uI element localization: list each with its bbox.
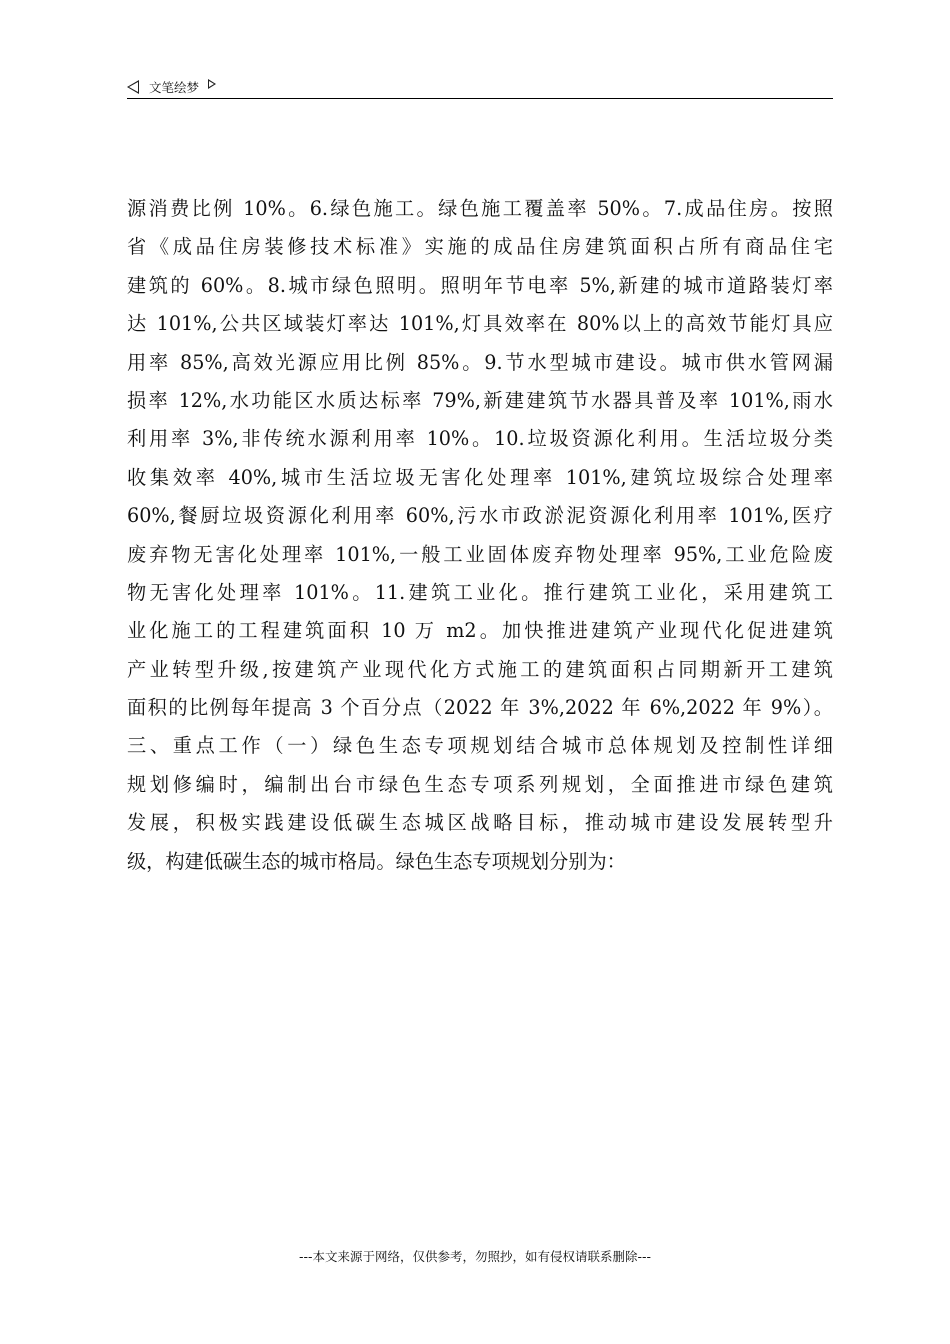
body-line: 省《成品住房装修技术标准》实施的成品住房建筑面积占所有商品住宅 <box>127 235 833 259</box>
body-line: 60%,餐厨垃圾资源化利用率 60%,污水市政淤泥资源化利用率 101%,医疗 <box>127 504 833 528</box>
body-line: 面积的比例每年提高 3 个百分点（2022 年 3%,2022 年 6%,2022 年 9%）。 <box>127 696 833 720</box>
page-footer: ---本文来源于网络，仅供参考，勿照抄，如有侵权请联系删除--- <box>298 1249 652 1264</box>
body-line: 损率 12%,水功能区水质达标率 79%,新建建筑节水器具普及率 101%,雨水 <box>127 388 833 412</box>
document-body <box>127 190 833 881</box>
body-line: 三、重点工作（一）绿色生态专项规划结合城市总体规划及控制性详细 <box>127 734 833 758</box>
body-line: 产业转型升级,按建筑产业现代化方式施工的建筑面积占同期新开工建筑 <box>127 657 833 681</box>
body-line: 规划修编时，编制出台市绿色生态专项系列规划，全面推进市绿色建筑 <box>127 772 833 796</box>
body-line: 废弃物无害化处理率 101%,一般工业固体废弃物处理率 95%,工业危险废 <box>127 542 833 566</box>
body-line: 利用率 3%,非传统水源利用率 10%。10.垃圾资源化利用。生活垃圾分类 <box>127 427 833 451</box>
body-line: 达 101%,公共区域装灯率达 101%,灯具效率在 80%以上的高效节能灯具应 <box>127 312 833 336</box>
body-line: 级，构建低碳生态的城市格局。绿色生态专项规划分别为： <box>127 849 626 873</box>
body-line: 用率 85%,高效光源应用比例 85%。9.节水型城市建设。城市供水管网漏 <box>127 350 833 374</box>
body-line: 建筑的 60%。8.城市绿色照明。照明年节电率 5%,新建的城市道路装灯率 <box>127 273 833 297</box>
page-header <box>127 76 833 99</box>
body-line: 发展，积极实践建设低碳生态城区战略目标，推动城市建设发展转型升 <box>127 811 833 835</box>
left-triangle-icon <box>127 80 139 94</box>
body-line: 收集效率 40%,城市生活垃圾无害化处理率 101%,建筑垃圾综合处理率 <box>127 465 833 489</box>
body-line: 物无害化处理率 101%。11.建筑工业化。推行建筑工业化，采用建筑工 <box>127 580 833 604</box>
body-line: 业化施工的工程建筑面积 10 万 m2。加快推进建筑产业现代化促进建筑 <box>127 619 833 643</box>
right-triangle-icon <box>208 79 216 89</box>
header-title: 文笔绘梦 <box>149 80 200 95</box>
body-line: 源消费比例 10%。6.绿色施工。绿色施工覆盖率 50%。7.成品住房。按照 <box>127 197 833 220</box>
